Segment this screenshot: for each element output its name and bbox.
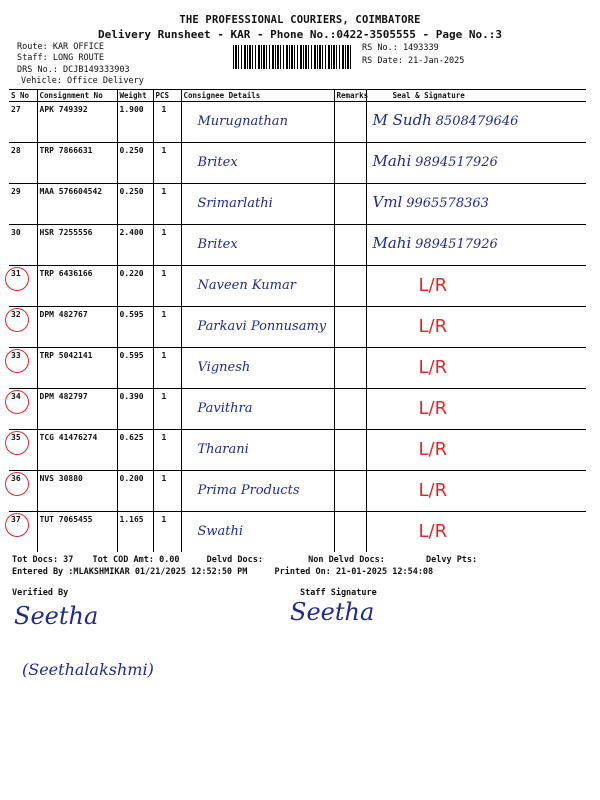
consignee-name: Prima Products [197,483,300,498]
cell-remarks [334,430,366,471]
table-row [9,348,586,389]
delvd-docs: Delvd Docs: [206,555,263,565]
cell-pcs: 1 [153,512,181,553]
rs-no: RS No.: 1493339 [362,43,439,53]
cell-weight: 0.625 [117,430,153,471]
lr-mark: L/R [418,357,448,378]
table-row [9,512,586,553]
col-weight: Weight [117,90,153,102]
cell-consignee [181,348,334,389]
cell-consignee [181,307,334,348]
circle-mark [5,308,29,332]
consignee-name: Naveen Kumar [197,278,296,293]
cell-weight: 1.165 [117,512,153,553]
lr-mark: L/R [418,316,448,337]
col-signature: Seal & Signature [366,90,586,102]
cell-consignment: TRP 7866631 [37,143,117,184]
sno-value: 29 [11,187,21,196]
cell-consignee [181,102,334,143]
cell-weight: 0.250 [117,143,153,184]
sno-value: 34 [11,392,21,401]
cell-sno [9,143,37,184]
table-row [9,266,586,307]
cell-consignee [181,184,334,225]
cell-pcs: 1 [153,307,181,348]
sno-value: 36 [11,474,21,483]
cell-consignment: NVS 30880 [37,471,117,512]
cell-signature [366,184,586,225]
cell-remarks [334,307,366,348]
cell-pcs: 1 [153,471,181,512]
totals-line [12,555,477,565]
cell-remarks [334,348,366,389]
consignee-name: Britex [197,155,238,170]
sno-value: 35 [11,433,21,442]
sno-value: 37 [11,515,21,524]
sno-value: 28 [11,146,21,155]
table-row [9,225,586,266]
cell-consignment: TRP 5042141 [37,348,117,389]
non-delvd-docs: Non Delvd Docs: [308,555,385,565]
verified-by-label: Verified By [12,588,69,598]
entry-line [12,567,433,577]
cell-signature [366,225,586,266]
cell-consignee [181,266,334,307]
consignee-name: Vignesh [197,360,251,375]
cell-remarks [334,225,366,266]
cell-consignment: MAA 576604542 [37,184,117,225]
receiver-phone: 8508479646 [435,114,519,129]
cell-remarks [334,102,366,143]
consignee-name: Swathi [197,524,244,539]
receiver-signature [373,152,585,170]
lr-mark: L/R [418,439,448,460]
delvy-pts: Delvy Pts: [425,555,478,565]
circle-mark [5,513,29,537]
consignee-name: Srimarlathi [197,196,273,211]
cell-sno [9,430,37,471]
cell-pcs: 1 [153,102,181,143]
receiver-phone: 9965578363 [406,196,489,211]
cell-signature [366,389,586,430]
entered-by: Entered By :MLAKSHMIKAR 01/21/2025 12:52:50 PM [12,567,248,577]
cell-signature [366,512,586,553]
cell-pcs: 1 [153,266,181,307]
table-row [9,389,586,430]
tot-docs: Tot Docs: 37 [12,555,74,565]
circle-mark [5,267,29,291]
vehicle: Vehicle: Office Delivery [21,76,144,86]
cell-signature [366,430,586,471]
cell-weight: 0.390 [117,389,153,430]
sno-value: 32 [11,310,21,319]
staff: Staff: LONG ROUTE [17,53,104,63]
sno-value: 30 [11,228,21,237]
cell-consignment: DPM 482767 [37,307,117,348]
cell-sno [9,266,37,307]
cell-remarks [334,389,366,430]
cell-sno [9,471,37,512]
cell-sno [9,512,37,553]
cell-consignment: HSR 7255556 [37,225,117,266]
circle-mark [5,472,29,496]
col-remarks: Remarks [334,90,366,102]
table-header-row [9,90,586,102]
tot-cod: Tot COD Amt: 0.00 [92,555,180,565]
cell-weight: 1.900 [117,102,153,143]
cell-weight: 0.220 [117,266,153,307]
signature-scribble: Vml [372,193,403,211]
table-row [9,143,586,184]
signature-scribble: Mahi [372,234,412,252]
consignee-name: Tharani [197,442,249,457]
rs-date: RS Date: 21-Jan-2025 [362,56,465,66]
cell-sno [9,307,37,348]
cell-sno [9,102,37,143]
staff-signature: Seetha [290,598,375,626]
cell-remarks [334,184,366,225]
cell-consignment: TRP 6436166 [37,266,117,307]
table-row [9,471,586,512]
cell-remarks [334,512,366,553]
cell-pcs: 1 [153,225,181,266]
verifier-name: (Seethalakshmi) [22,660,154,679]
signature-scribble: Mahi [372,152,412,170]
lr-mark: L/R [418,275,448,296]
sno-value: 27 [11,105,21,114]
rs-info [362,43,464,67]
consignee-name: Parkavi Ponnusamy [197,319,327,334]
cell-consignee [181,512,334,553]
verifier-signature: Seetha [14,602,99,630]
staff-signature-label: Staff Signature [300,588,377,598]
route-info [17,42,144,87]
receiver-signature [373,234,585,252]
col-consignment: Consignment No [37,90,117,102]
cell-signature [366,266,586,307]
company-name: THE PROFESSIONAL COURIERS, COIMBATORE [179,14,421,26]
sno-value: 33 [11,351,21,360]
cell-weight: 2.400 [117,225,153,266]
cell-weight: 0.595 [117,307,153,348]
cell-pcs: 1 [153,389,181,430]
cell-consignment: DPM 482797 [37,389,117,430]
cell-sno [9,184,37,225]
cell-weight: 0.200 [117,471,153,512]
cell-signature [366,143,586,184]
table-row [9,102,586,143]
cell-consignee [181,471,334,512]
consignee-name: Murugnathan [197,114,288,129]
cell-consignee [181,225,334,266]
cell-remarks [334,266,366,307]
circle-mark [5,390,29,414]
cell-remarks [334,143,366,184]
cell-consignee [181,389,334,430]
cell-sno [9,389,37,430]
lr-mark: L/R [418,398,448,419]
sno-value: 31 [11,269,21,278]
lr-mark: L/R [418,480,448,501]
receiver-signature [373,193,585,211]
cell-pcs: 1 [153,184,181,225]
cell-consignment: TCG 41476274 [37,430,117,471]
barcode [233,45,351,69]
table-row [9,430,586,471]
circle-mark [5,349,29,373]
cell-consignment: TUT 7065455 [37,512,117,553]
cell-consignee [181,143,334,184]
cell-consignee [181,430,334,471]
cell-signature [366,102,586,143]
runsheet-table [9,89,586,552]
printed-on: Printed On: 21-01-2025 12:54:08 [274,567,434,577]
col-consignee: Consignee Details [181,90,334,102]
cell-signature [366,348,586,389]
table-row [9,184,586,225]
cell-pcs: 1 [153,143,181,184]
circle-mark [5,431,29,455]
cell-pcs: 1 [153,348,181,389]
receiver-signature [373,111,585,129]
consignee-name: Pavithra [197,401,253,416]
cell-remarks [334,471,366,512]
table-row [9,307,586,348]
runsheet-title: Delivery Runsheet - KAR - Phone No.:0422-3505555 - Page No.:3 [98,28,502,41]
consignee-name: Britex [197,237,238,252]
cell-signature [366,307,586,348]
signature-scribble: M Sudh [372,111,432,129]
drs-no: DRS No.: DCJB149333903 [17,65,130,75]
col-pcs: PCS [153,90,181,102]
col-sno: S No [9,90,37,102]
cell-weight: 0.595 [117,348,153,389]
cell-pcs: 1 [153,430,181,471]
cell-consignment: APK 749392 [37,102,117,143]
receiver-phone: 9894517926 [415,237,498,252]
cell-sno [9,225,37,266]
lr-mark: L/R [418,521,448,542]
receiver-phone: 9894517926 [415,155,498,170]
cell-weight: 0.250 [117,184,153,225]
cell-signature [366,471,586,512]
cell-sno [9,348,37,389]
route: Route: KAR OFFICE [17,42,104,52]
